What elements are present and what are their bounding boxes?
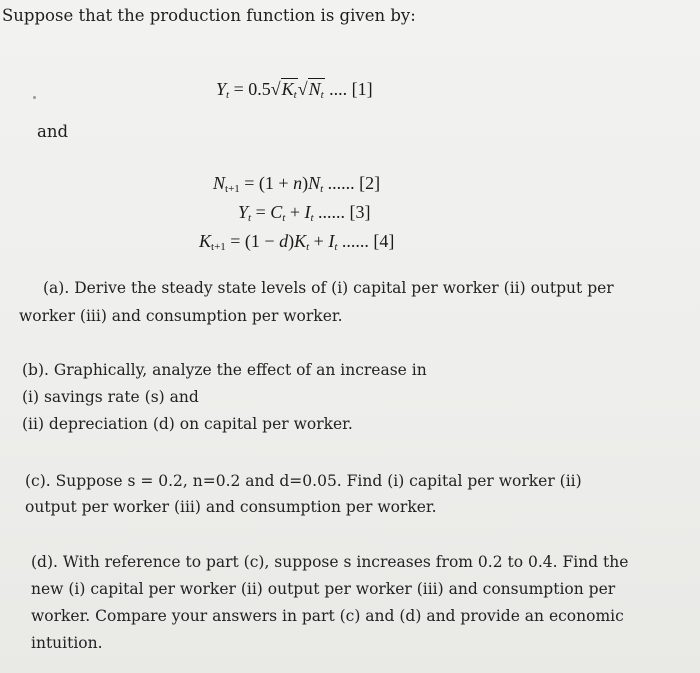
eq1-coef: = 0.5 [229, 79, 271, 99]
eq4-lhs-sub: t+1 [211, 241, 226, 253]
equation-3 [238, 201, 371, 223]
part-b-line-2: (i) savings rate (s) and [22, 388, 199, 406]
part-b-line-3: (ii) depreciation (d) on capital per worker. [22, 415, 353, 433]
eq2-N-sub: t [320, 183, 324, 195]
part-d-line-1: (d). With reference to part (c), suppose s increases from 0.2 to 0.4. Find the [31, 553, 629, 571]
eq2-lhs: N [213, 173, 226, 193]
connector-text: and [37, 122, 69, 141]
part-c-line-2: output per worker (iii) and consumption per worker. [25, 498, 437, 516]
eq4-dots: ...... [337, 231, 369, 251]
eq1-lhs: Y [216, 79, 227, 99]
part-c-line-1: (c). Suppose s = 0.2, n=0.2 and d=0.05. Find (i) capital per worker (ii) [25, 472, 582, 490]
eq3-lhs-sub: t [248, 212, 252, 224]
eq4-close: ) [288, 231, 295, 251]
eq4-eq: = (1 − [225, 231, 280, 251]
eq1-k-sub: t [293, 89, 297, 101]
part-a-line-2: worker (iii) and consumption per worker. [19, 307, 343, 325]
equation-2 [213, 172, 380, 194]
eq3-dots: ...... [313, 202, 346, 222]
eq2-N: N [308, 173, 321, 193]
eq4-k-sub: t [306, 241, 310, 253]
eq4-tag: [4] [373, 231, 395, 251]
eq1-tag: [1] [351, 79, 373, 99]
eq3-c: C [270, 202, 283, 222]
eq4-d: d [279, 231, 289, 251]
stray-mark [33, 96, 36, 99]
eq2-tag: [2] [359, 173, 381, 193]
eq3-lhs: Y [238, 202, 249, 222]
eq3-tag: [3] [349, 202, 371, 222]
part-d-line-3: worker. Compare your answers in part (c) and (d) and provide an economic [31, 607, 624, 625]
eq2-rhs: = (1 + [239, 173, 294, 193]
eq4-i: I [328, 231, 335, 251]
equation-4 [199, 230, 394, 252]
part-a-line-1: (a). Derive the steady state levels of (i) capital per worker (ii) output per [43, 279, 614, 297]
eq4-i-sub: t [334, 241, 338, 253]
equation-1 [216, 78, 373, 100]
eq2-close: ) [302, 173, 309, 193]
part-b-line-1: (b). Graphically, analyze the effect of an increase in [22, 361, 427, 379]
eq4-plus: + [309, 231, 329, 251]
part-b [22, 357, 427, 438]
eq3-eq: = [251, 202, 271, 222]
part-c [25, 468, 582, 520]
sqrt-n: $√N_t$ [297, 79, 324, 101]
sqrt-k: $√K_t$ [270, 79, 297, 101]
intro-text: Suppose that the production function is given by: [2, 6, 416, 25]
part-d [31, 549, 628, 657]
part-a [19, 274, 614, 330]
eq1-lhs-sub: t [226, 89, 230, 101]
eq1-k: K [281, 79, 294, 99]
eq2-lhs-sub: t+1 [225, 183, 240, 195]
eq2-dots: ...... [323, 173, 355, 193]
eq1-n-sub: t [320, 89, 324, 101]
eq1-dots: .... [324, 79, 348, 99]
eq3-c-sub: t [282, 212, 286, 224]
eq4-k: K [294, 231, 307, 251]
part-d-line-2: new (i) capital per worker (ii) output per worker (iii) and consumption per [31, 580, 616, 598]
eq4-lhs: K [199, 231, 212, 251]
eq2-n: n [293, 173, 303, 193]
eq1-n: N [308, 79, 321, 99]
eq3-i: I [304, 202, 311, 222]
part-d-line-4: intuition. [31, 634, 103, 652]
eq3-i-sub: t [310, 212, 314, 224]
eq3-plus: + [285, 202, 305, 222]
